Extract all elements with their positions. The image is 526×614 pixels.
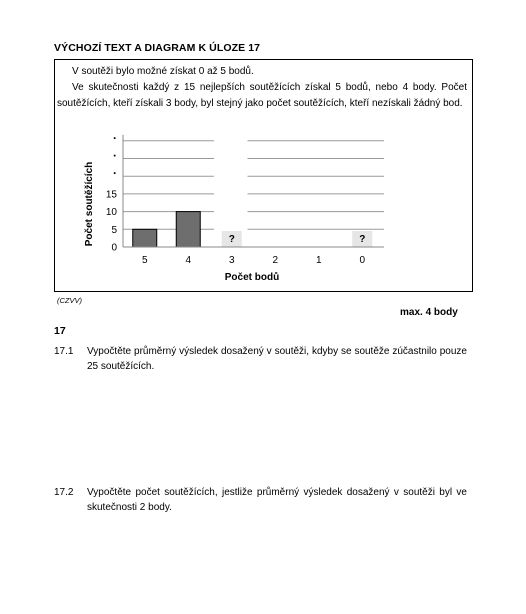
chart-grid [123, 135, 384, 247]
source-note: (CZVV) [57, 296, 82, 305]
question-number: 17.1 [54, 346, 74, 357]
chart-x-ticks [142, 255, 366, 266]
intro-line-3: soutěžících, kteří získali 3 body, byl stejný jako počet soutěžících, kteří nezískali žádný bod. [57, 98, 463, 109]
x-tick-label: 2 [272, 255, 279, 266]
x-tick-label: 5 [141, 255, 148, 266]
y-tick-label: · [113, 166, 117, 181]
x-tick-label: 3 [228, 255, 235, 266]
question-text: Vypočtěte počet soutěžících, jestliže průměrný výsledek dosažený v soutěži byl ve skutečnosti 2 body. [87, 487, 467, 513]
question-text: Vypočtěte průměrný výsledek dosažený v soutěži, kdyby se soutěže zúčastnilo pouze 25 soutěžících. [87, 346, 467, 372]
question-number: 17.2 [54, 487, 74, 498]
unknown-value-label: ? [228, 234, 235, 245]
y-tick-label: · [113, 148, 117, 163]
x-tick-label: 1 [315, 255, 322, 266]
x-tick-label: 0 [359, 255, 366, 266]
x-axis-label: Počet bodů [224, 272, 280, 283]
unknown-value-label: ? [359, 234, 366, 245]
y-tick-label: · [113, 130, 117, 145]
section-heading: VÝCHOZÍ TEXT A DIAGRAM K ÚLOZE 17 [54, 42, 261, 54]
intro-line-2: Ve skutečnosti každý z 15 nejlepších soutěžících získal 5 bodů, nebo 4 body. Počet [72, 82, 467, 93]
y-tick-label: 0 [111, 242, 117, 254]
unknown-value-marker [352, 231, 372, 247]
y-tick-label: 15 [105, 189, 117, 201]
y-tick-label: 10 [105, 207, 117, 219]
bar [133, 229, 157, 247]
y-tick-label: 5 [111, 224, 117, 236]
bar [176, 212, 200, 247]
unknown-value-marker [222, 231, 242, 247]
max-points: max. 4 body [400, 307, 458, 318]
chart-y-ticks [106, 131, 118, 254]
bar-chart [54, 128, 473, 288]
x-tick-label: 4 [185, 255, 192, 266]
y-axis-label: Počet soutěžících [84, 161, 95, 247]
intro-line-1: V soutěži bylo možné získat 0 až 5 bodů. [72, 66, 254, 77]
task-number: 17 [54, 325, 66, 337]
